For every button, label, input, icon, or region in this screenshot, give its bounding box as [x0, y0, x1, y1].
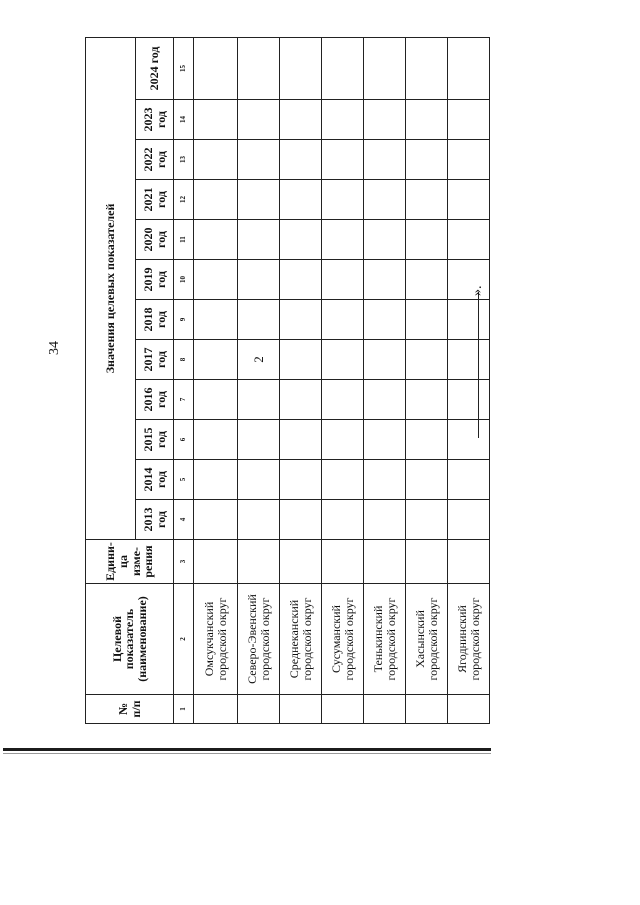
- value-cell: [364, 37, 406, 99]
- value-cell: [406, 220, 448, 260]
- value-cell: [448, 220, 490, 260]
- indicator-name-cell: Северо-Эвенский городской округ: [238, 584, 280, 695]
- column-number: 14: [174, 100, 194, 140]
- scan-edge-line-shadow: [3, 753, 491, 754]
- value-cell: [364, 140, 406, 180]
- header-row-top: [86, 37, 136, 723]
- indicator-name-cell: Сусуманский городской округ: [322, 584, 364, 695]
- value-cell: [322, 380, 364, 420]
- year-2019: 2019 год: [136, 260, 174, 300]
- value-cell: [238, 100, 280, 140]
- value-cell: [322, 37, 364, 99]
- value-cell: [322, 420, 364, 460]
- value-cell: [364, 420, 406, 460]
- value-cell: [448, 380, 490, 420]
- value-cell: [194, 420, 238, 460]
- value-cell: [322, 180, 364, 220]
- signature-line: [478, 292, 479, 438]
- column-numbers-row: [174, 37, 194, 723]
- value-cell: [194, 37, 238, 99]
- header-no: № п/п: [86, 695, 174, 724]
- value-cell: [364, 380, 406, 420]
- column-number: 4: [174, 500, 194, 540]
- value-cell: [406, 460, 448, 500]
- value-cell: [280, 420, 322, 460]
- value-cell: [406, 300, 448, 340]
- column-number: 1: [174, 695, 194, 724]
- value-cell: [280, 100, 322, 140]
- value-cell: [406, 380, 448, 420]
- value-cell: [280, 140, 322, 180]
- value-cell: [364, 460, 406, 500]
- unit-cell: [364, 540, 406, 584]
- value-cell: [322, 300, 364, 340]
- column-number: 6: [174, 420, 194, 460]
- value-cell: [364, 340, 406, 380]
- value-cell: [448, 340, 490, 380]
- row-number-cell: [194, 695, 238, 724]
- column-number: 5: [174, 460, 194, 500]
- value-cell: [364, 300, 406, 340]
- table-row: [238, 37, 280, 723]
- value-cell: [280, 380, 322, 420]
- value-cell: [194, 460, 238, 500]
- table-row: [406, 37, 448, 723]
- value-cell: [364, 220, 406, 260]
- value-cell: [238, 260, 280, 300]
- value-cell: [322, 260, 364, 300]
- value-cell: [406, 500, 448, 540]
- value-cell: [406, 180, 448, 220]
- column-number: 2: [174, 584, 194, 695]
- value-cell: [194, 500, 238, 540]
- value-cell: [194, 300, 238, 340]
- unit-cell: [280, 540, 322, 584]
- indicator-name-cell: Тенькинский городской округ: [364, 584, 406, 695]
- year-2014: 2014 год: [136, 460, 174, 500]
- value-cell: [322, 100, 364, 140]
- value-cell: [238, 180, 280, 220]
- row-number-cell: [238, 695, 280, 724]
- closing-quote-mark: ».: [470, 285, 485, 296]
- value-cell: [322, 500, 364, 540]
- value-cell: [238, 380, 280, 420]
- rotated-table-container: [85, 38, 482, 724]
- value-cell: [194, 260, 238, 300]
- value-cell: [238, 37, 280, 99]
- indicator-name-cell: Омсукчанский городской округ: [194, 584, 238, 695]
- value-cell: [280, 37, 322, 99]
- unit-cell: [238, 540, 280, 584]
- year-2016: 2016 год: [136, 380, 174, 420]
- unit-cell: [322, 540, 364, 584]
- value-cell: [322, 460, 364, 500]
- value-cell: [194, 140, 238, 180]
- year-2021: 2021 год: [136, 180, 174, 220]
- value-cell: [322, 140, 364, 180]
- value-cell: [448, 180, 490, 220]
- column-number: 15: [174, 37, 194, 99]
- year-2017: 2017 год: [136, 340, 174, 380]
- value-cell: [238, 420, 280, 460]
- unit-cell: [448, 540, 490, 584]
- value-cell: [280, 260, 322, 300]
- value-cell: [280, 500, 322, 540]
- target-indicators-table: [85, 37, 490, 724]
- year-2018: 2018 год: [136, 300, 174, 340]
- value-cell: [194, 220, 238, 260]
- value-cell: [406, 37, 448, 99]
- year-2023: 2023 год: [136, 100, 174, 140]
- table-body: [194, 37, 490, 723]
- value-cell: [448, 37, 490, 99]
- year-2013: 2013 год: [136, 500, 174, 540]
- table-row: [280, 37, 322, 723]
- table-row: [194, 37, 238, 723]
- unit-cell: [194, 540, 238, 584]
- value-cell: [406, 260, 448, 300]
- value-cell: [448, 140, 490, 180]
- value-cell: [280, 340, 322, 380]
- value-cell: [280, 220, 322, 260]
- value-cell: [364, 260, 406, 300]
- value-cell: [406, 420, 448, 460]
- value-cell: [238, 460, 280, 500]
- column-number: 11: [174, 220, 194, 260]
- value-cell: [194, 380, 238, 420]
- column-number: 8: [174, 340, 194, 380]
- year-2022: 2022 год: [136, 140, 174, 180]
- indicator-name-cell: Хасынский городской округ: [406, 584, 448, 695]
- value-cell: [406, 140, 448, 180]
- value-cell: [322, 340, 364, 380]
- header-values-group: Значения целевых показателей: [86, 37, 136, 539]
- indicator-name-cell: Ягоднинский городской округ: [448, 584, 490, 695]
- table-row: [448, 37, 490, 723]
- value-cell: [364, 180, 406, 220]
- row-number-cell: [322, 695, 364, 724]
- row-number-cell: [364, 695, 406, 724]
- value-cell: [238, 140, 280, 180]
- value-cell: [194, 100, 238, 140]
- unit-cell: [406, 540, 448, 584]
- value-cell: [448, 460, 490, 500]
- indicator-name-cell: Среднеканский городской округ: [280, 584, 322, 695]
- value-cell: 2: [238, 340, 280, 380]
- column-number: 9: [174, 300, 194, 340]
- value-cell: [280, 460, 322, 500]
- value-cell: [280, 300, 322, 340]
- table-row: [364, 37, 406, 723]
- column-number: 13: [174, 140, 194, 180]
- header-unit: Едини-ца изме-рения: [86, 540, 174, 584]
- value-cell: [448, 500, 490, 540]
- year-2015: 2015 год: [136, 420, 174, 460]
- row-number-cell: [280, 695, 322, 724]
- value-cell: [194, 340, 238, 380]
- scan-edge-line: [3, 748, 491, 751]
- value-cell: [364, 500, 406, 540]
- year-2024: 2024 год: [136, 37, 174, 99]
- value-cell: [238, 500, 280, 540]
- column-number: 7: [174, 380, 194, 420]
- value-cell: [448, 420, 490, 460]
- value-cell: [364, 100, 406, 140]
- row-number-cell: [406, 695, 448, 724]
- table-row: [322, 37, 364, 723]
- header-indicator: Целевой показатель (наименование): [86, 584, 174, 695]
- page-number: 34: [47, 341, 62, 355]
- value-cell: [448, 100, 490, 140]
- value-cell: [322, 220, 364, 260]
- value-cell: [280, 180, 322, 220]
- value-cell: [406, 340, 448, 380]
- value-cell: [238, 220, 280, 260]
- value-cell: [448, 300, 490, 340]
- row-number-cell: [448, 695, 490, 724]
- value-cell: [406, 100, 448, 140]
- value-cell: [238, 300, 280, 340]
- column-number: 10: [174, 260, 194, 300]
- value-cell: [194, 180, 238, 220]
- year-2020: 2020 год: [136, 220, 174, 260]
- column-number: 3: [174, 540, 194, 584]
- column-number: 12: [174, 180, 194, 220]
